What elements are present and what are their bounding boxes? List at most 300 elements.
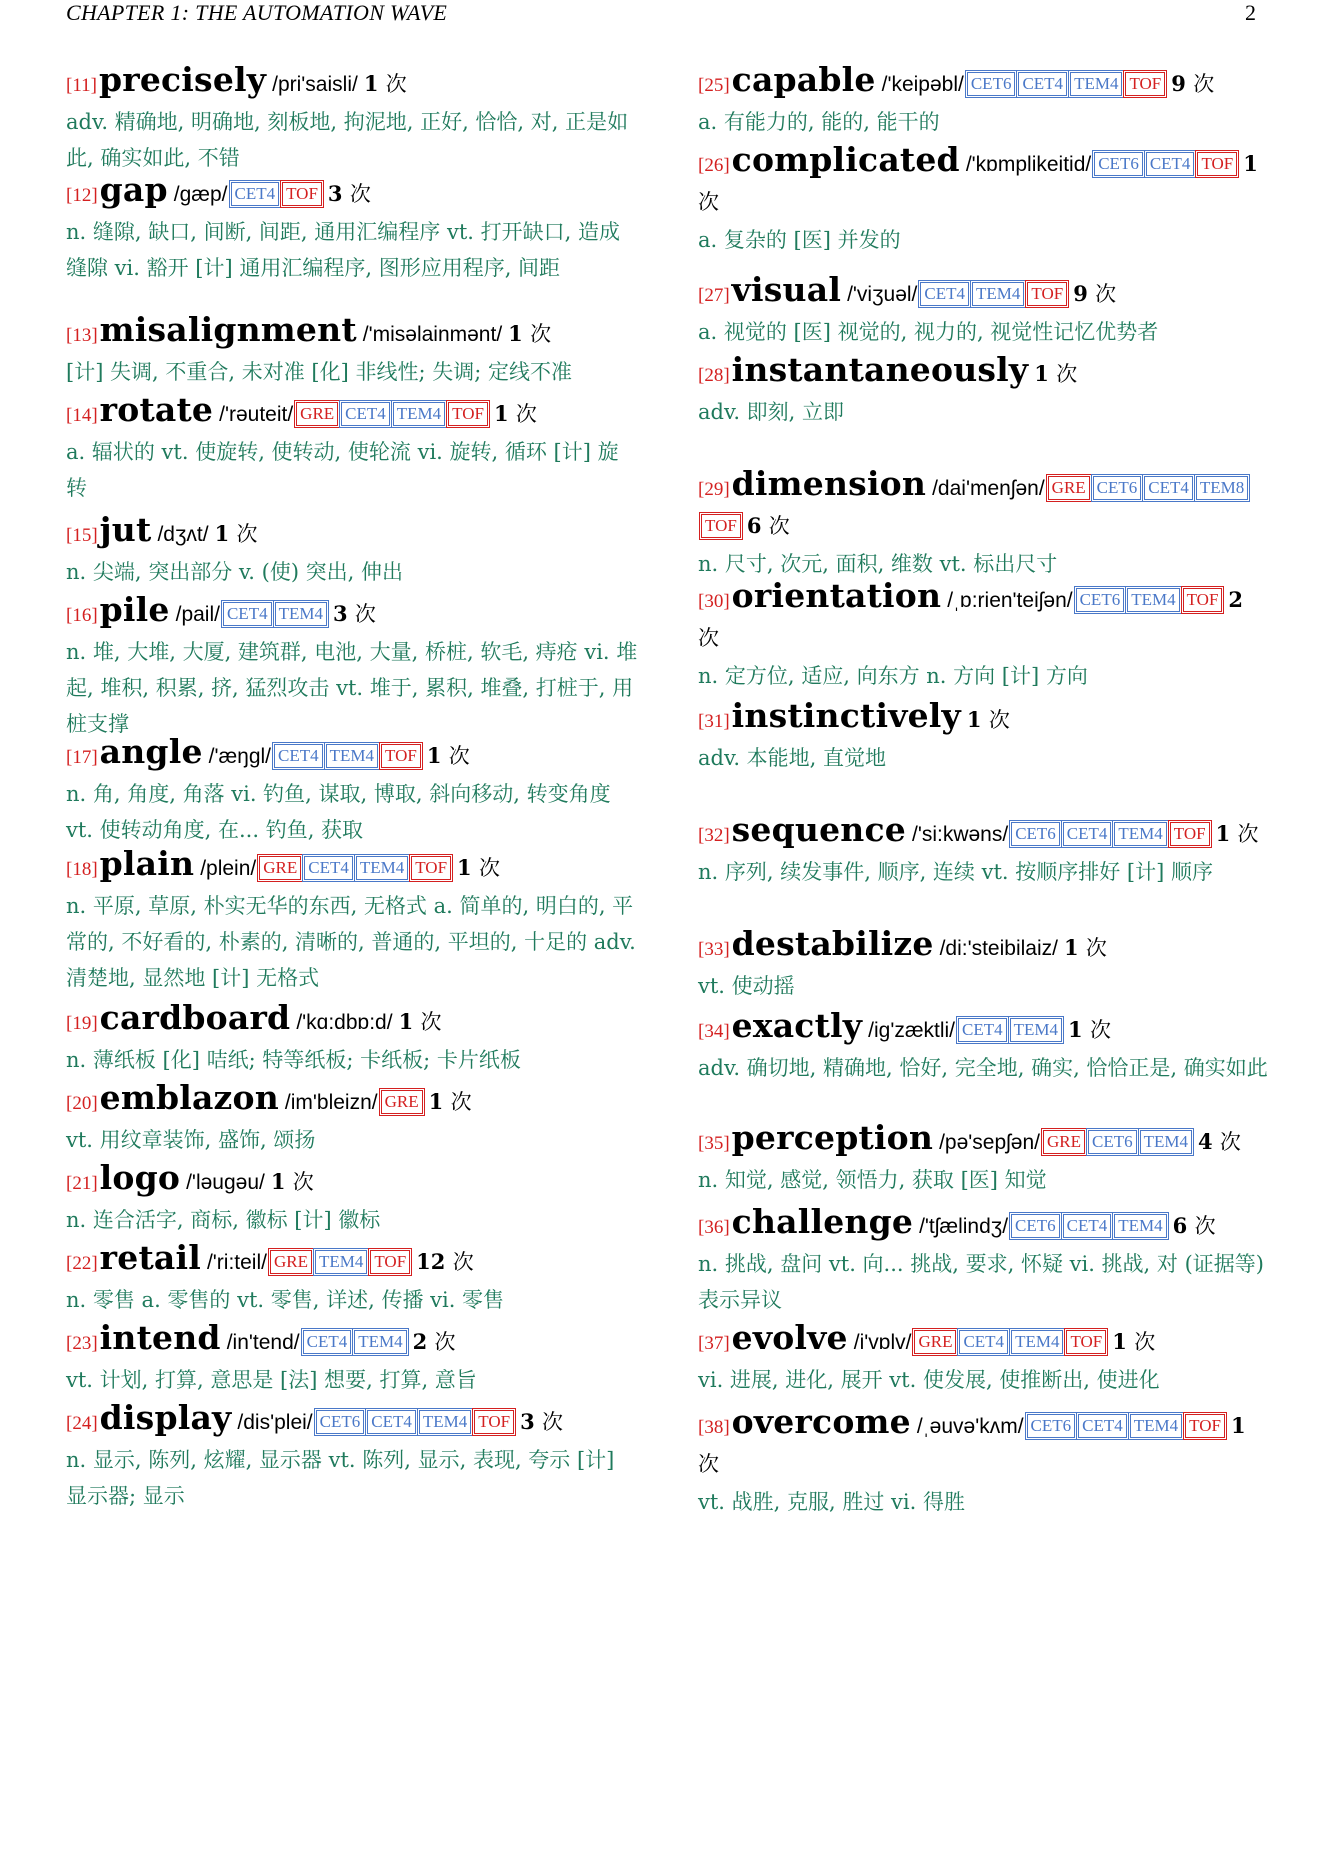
occurrence-count bbox=[271, 1169, 314, 1194]
definition: n. 缝隙, 缺口, 间断, 间距, 通用汇编程序 vt. 打开缺口, 造成缝隙 vi. 豁开 [计] 通用汇编程序, 图形应用程序, 间距 bbox=[66, 220, 620, 280]
definition: n. 序列, 续发事件, 顺序, 连续 vt. 按顺序排好 [计] 顺序 bbox=[698, 860, 1213, 884]
entry-index: [38] bbox=[698, 1417, 730, 1438]
exam-tag-tem8: TEM8 bbox=[1196, 476, 1248, 500]
count-number: 3 bbox=[332, 601, 348, 626]
count-suffix: 次 bbox=[349, 182, 371, 206]
exam-tag-gre: GRE bbox=[381, 1090, 423, 1114]
exam-tag-cet6: CET6 bbox=[967, 72, 1016, 96]
entry-headline bbox=[66, 1320, 638, 1362]
entry-headline bbox=[66, 172, 638, 214]
exam-tag-tof: TOF bbox=[1125, 72, 1165, 96]
vocab-entry bbox=[698, 1320, 1270, 1398]
count-suffix: 次 bbox=[698, 190, 719, 214]
vocab-entry bbox=[698, 812, 1270, 890]
count-suffix: 次 bbox=[515, 402, 537, 426]
phonetic: /'ləugəu/ bbox=[186, 1171, 265, 1194]
headword: display bbox=[99, 1398, 232, 1437]
phonetic: /'æŋgl/ bbox=[208, 745, 272, 768]
exam-tag-gre: GRE bbox=[914, 1330, 956, 1354]
phonetic: /ig'zæktli/ bbox=[868, 1019, 956, 1042]
vocab-entry bbox=[698, 466, 1270, 582]
exam-tag-tem4: TEM4 bbox=[1011, 1330, 1063, 1354]
vocab-entry bbox=[66, 734, 638, 848]
headword: intend bbox=[99, 1318, 221, 1357]
occurrence-count bbox=[494, 401, 537, 426]
page-header bbox=[66, 0, 1256, 28]
count-number: 1 bbox=[398, 1009, 414, 1034]
phonetic: /'rəuteit/ bbox=[219, 403, 294, 426]
definition: n. 知觉, 感觉, 领悟力, 获取 [医] 知觉 bbox=[698, 1168, 1047, 1192]
page-number: 2 bbox=[1245, 0, 1256, 25]
entry-index: [36] bbox=[698, 1217, 730, 1238]
headword: angle bbox=[99, 732, 203, 771]
count-suffix: 次 bbox=[1194, 1214, 1216, 1238]
exam-tag-cet4: CET4 bbox=[231, 182, 280, 206]
headword: instantaneously bbox=[731, 350, 1029, 389]
occurrence-count bbox=[520, 1409, 563, 1434]
exam-tag-tof: TOF bbox=[381, 744, 421, 768]
exam-tag-cet4: CET4 bbox=[958, 1018, 1007, 1042]
entry-headline bbox=[66, 512, 638, 554]
phonetic: /di:'steibilaiz/ bbox=[939, 937, 1058, 960]
count-number: 12 bbox=[416, 1249, 446, 1274]
entry-index: [22] bbox=[66, 1253, 98, 1274]
exam-tag-tof: TOF bbox=[1066, 1330, 1106, 1354]
vocab-entry bbox=[66, 592, 638, 742]
exam-tag-tof: TOF bbox=[448, 402, 488, 426]
count-number: 1 bbox=[270, 1169, 286, 1194]
vocab-entry bbox=[698, 1404, 1270, 1520]
count-suffix: 次 bbox=[1193, 72, 1215, 96]
definition: a. 视觉的 [医] 视觉的, 视力的, 视觉性记忆优势者 bbox=[698, 320, 1159, 344]
definition: vt. 用纹章装饰, 盛饰, 颂扬 bbox=[66, 1128, 316, 1152]
exam-tag-tof: TOF bbox=[1185, 1414, 1225, 1438]
phonetic: /'tʃælindʒ/ bbox=[919, 1215, 1009, 1238]
count-number: 1 bbox=[493, 401, 509, 426]
exam-tag-cet6: CET6 bbox=[316, 1410, 365, 1434]
entry-index: [21] bbox=[66, 1173, 98, 1194]
exam-tag-cet4: CET4 bbox=[959, 1330, 1008, 1354]
exam-tag-cet6: CET6 bbox=[1088, 1130, 1137, 1154]
entry-headline bbox=[66, 312, 638, 354]
vocab-entry bbox=[66, 512, 638, 590]
definition: n. 零售 a. 零售的 vt. 零售, 详述, 传播 vi. 零售 bbox=[66, 1288, 505, 1312]
headword: retail bbox=[99, 1238, 201, 1277]
entry-index: [20] bbox=[66, 1093, 98, 1114]
entry-headline bbox=[698, 142, 1270, 222]
occurrence-count bbox=[1073, 281, 1116, 306]
exam-tag-cet4: CET4 bbox=[1063, 1214, 1112, 1238]
headword: destabilize bbox=[731, 924, 934, 963]
exam-tag-cet4: CET4 bbox=[1063, 822, 1112, 846]
count-number: 3 bbox=[327, 181, 343, 206]
exam-tag-tem4: TEM4 bbox=[315, 1250, 367, 1274]
exam-tag-tof: TOF bbox=[1197, 152, 1237, 176]
count-suffix: 次 bbox=[1237, 822, 1259, 846]
exam-tag-tof: TOF bbox=[282, 182, 322, 206]
phonetic: /'misəlainmənt/ bbox=[362, 323, 503, 346]
definition: adv. 即刻, 立即 bbox=[698, 400, 845, 424]
occurrence-count bbox=[427, 743, 470, 768]
count-number: 1 bbox=[508, 321, 523, 346]
exam-tag-gre: GRE bbox=[1043, 1130, 1085, 1154]
count-suffix: 次 bbox=[236, 522, 258, 546]
entry-index: [25] bbox=[698, 75, 730, 96]
exam-tag-tof: TOF bbox=[1183, 588, 1223, 612]
entry-headline bbox=[66, 846, 638, 888]
phonetic: /pə'sepʃən/ bbox=[939, 1131, 1040, 1154]
count-suffix: 次 bbox=[450, 1090, 472, 1114]
definition: a. 辐状的 vt. 使旋转, 使转动, 使轮流 vi. 旋转, 循环 [计] 旋转 bbox=[66, 440, 619, 500]
exam-tag-tof: TOF bbox=[411, 856, 451, 880]
count-number: 1 bbox=[1112, 1329, 1127, 1354]
headword: logo bbox=[99, 1158, 181, 1197]
headword: exactly bbox=[731, 1006, 863, 1045]
headword: misalignment bbox=[99, 310, 357, 349]
occurrence-count bbox=[333, 601, 376, 626]
count-number: 2 bbox=[412, 1329, 428, 1354]
definition: adv. 精确地, 明确地, 刻板地, 拘泥地, 正好, 恰恰, 对, 正是如此, 确实如此, 不错 bbox=[66, 110, 629, 170]
headword: dimension bbox=[731, 464, 927, 503]
exam-tag-tem4: TEM4 bbox=[1140, 1130, 1192, 1154]
entry-index: [13] bbox=[66, 325, 98, 346]
definition: n. 挑战, 盘问 vt. 向... 挑战, 要求, 怀疑 vi. 挑战, 对 (证据等) 表示异议 bbox=[698, 1252, 1264, 1312]
entry-headline bbox=[698, 1120, 1270, 1162]
phonetic: /dis'plei/ bbox=[237, 1411, 313, 1434]
entry-headline bbox=[698, 352, 1270, 394]
entry-index: [37] bbox=[698, 1333, 730, 1354]
count-number: 1 bbox=[966, 707, 982, 732]
exam-tag-tof: TOF bbox=[1027, 282, 1067, 306]
exam-tag-cet6: CET6 bbox=[1076, 588, 1125, 612]
phonetic: /'kɒmplikeitid/ bbox=[965, 153, 1092, 176]
definition: vt. 使动摇 bbox=[698, 974, 795, 998]
count-number: 6 bbox=[1172, 1213, 1188, 1238]
exam-tag-cet6: CET6 bbox=[1094, 152, 1143, 176]
count-number: 3 bbox=[520, 1409, 535, 1434]
count-suffix: 次 bbox=[698, 1452, 719, 1476]
exam-tag-tem4: TEM4 bbox=[354, 1330, 406, 1354]
definition: n. 平原, 草原, 朴实无华的东西, 无格式 a. 简单的, 明白的, 平常的, 不好看的, 朴素的, 清晰的, 普通的, 平坦的, 十足的 adv. 清楚地, 显然地 [计] 无格式 bbox=[66, 894, 636, 990]
exam-tag-cet4: CET4 bbox=[1018, 72, 1067, 96]
headword: visual bbox=[731, 270, 842, 309]
count-number: 1 bbox=[428, 1089, 444, 1114]
count-suffix: 次 bbox=[448, 744, 470, 768]
exam-tag-tem4: TEM4 bbox=[972, 282, 1024, 306]
phonetic: /'kɑ:dbɒ:d/ bbox=[296, 1011, 393, 1034]
entry-index: [32] bbox=[698, 825, 730, 846]
exam-tag-tof: TOF bbox=[370, 1250, 410, 1274]
entry-index: [30] bbox=[698, 591, 730, 612]
exam-tag-cet4: CET4 bbox=[274, 744, 323, 768]
chapter-title: CHAPTER 1: THE AUTOMATION WAVE bbox=[66, 0, 448, 25]
exam-tag-tem4: TEM4 bbox=[1070, 72, 1122, 96]
entry-headline bbox=[66, 392, 638, 434]
occurrence-count bbox=[457, 855, 500, 880]
exam-tag-tof: TOF bbox=[474, 1410, 514, 1434]
count-number: 1 bbox=[1230, 1413, 1246, 1438]
entry-index: [23] bbox=[66, 1333, 98, 1354]
headword: evolve bbox=[731, 1318, 848, 1357]
definition: vi. 进展, 进化, 展开 vt. 使发展, 使推断出, 使进化 bbox=[698, 1368, 1160, 1392]
definition: n. 显示, 陈列, 炫耀, 显示器 vt. 陈列, 显示, 表现, 夸示 [计] 显示器; 显示 bbox=[66, 1448, 615, 1508]
entry-index: [27] bbox=[698, 285, 730, 306]
occurrence-count bbox=[429, 1089, 472, 1114]
definition: n. 尺寸, 次元, 面积, 维数 vt. 标出尺寸 bbox=[698, 552, 1058, 576]
headword: pile bbox=[99, 590, 170, 629]
entry-index: [26] bbox=[698, 155, 730, 176]
count-number: 4 bbox=[1197, 1129, 1213, 1154]
phonetic: /'ri:teil/ bbox=[206, 1251, 267, 1274]
exam-tag-tof: TOF bbox=[701, 514, 741, 538]
count-suffix: 次 bbox=[530, 322, 552, 346]
entry-index: [15] bbox=[66, 525, 98, 546]
vocab-entry bbox=[698, 1204, 1270, 1318]
entry-headline bbox=[698, 1320, 1270, 1362]
exam-tag-gre: GRE bbox=[296, 402, 338, 426]
headword: perception bbox=[731, 1118, 934, 1157]
entry-index: [33] bbox=[698, 939, 730, 960]
count-suffix: 次 bbox=[1089, 1018, 1111, 1042]
definition: n. 定方位, 适应, 向东方 n. 方向 [计] 方向 bbox=[698, 664, 1088, 688]
count-suffix: 次 bbox=[768, 514, 790, 538]
entry-index: [29] bbox=[698, 479, 730, 500]
exam-tag-cet4: CET4 bbox=[1078, 1414, 1127, 1438]
count-suffix: 次 bbox=[1134, 1330, 1156, 1354]
headword: jut bbox=[99, 510, 152, 549]
phonetic: /'si:kwəns/ bbox=[911, 823, 1009, 846]
count-suffix: 次 bbox=[434, 1330, 456, 1354]
count-suffix: 次 bbox=[452, 1250, 474, 1274]
exam-tag-tem4: TEM4 bbox=[1010, 1018, 1062, 1042]
count-number: 1 bbox=[426, 743, 442, 768]
entry-headline bbox=[66, 1160, 638, 1202]
vocab-entry bbox=[698, 926, 1270, 1004]
count-number: 1 bbox=[363, 71, 379, 96]
vocab-entry bbox=[698, 272, 1270, 350]
phonetic: /i'vɒlv/ bbox=[853, 1331, 912, 1354]
definition: adv. 确切地, 精确地, 恰好, 完全地, 确实, 恰恰正是, 确实如此 bbox=[698, 1056, 1268, 1080]
headword: precisely bbox=[98, 60, 267, 99]
entry-headline bbox=[698, 1404, 1270, 1484]
count-suffix: 次 bbox=[1219, 1130, 1241, 1154]
exam-tag-tem4: TEM4 bbox=[356, 856, 408, 880]
count-number: 6 bbox=[746, 513, 762, 538]
exam-tag-tem4: TEM4 bbox=[1127, 588, 1179, 612]
occurrence-count bbox=[364, 71, 407, 96]
count-number: 1 bbox=[1034, 361, 1049, 386]
count-suffix: 次 bbox=[542, 1410, 563, 1434]
vocab-entry bbox=[66, 392, 638, 506]
count-number: 1 bbox=[1215, 821, 1231, 846]
count-number: 2 bbox=[1228, 587, 1244, 612]
vocab-entry bbox=[66, 1080, 638, 1158]
occurrence-count bbox=[967, 707, 1010, 732]
exam-tag-cet4: CET4 bbox=[304, 856, 353, 880]
occurrence-count bbox=[413, 1329, 456, 1354]
exam-tag-cet4: CET4 bbox=[1146, 152, 1195, 176]
entry-headline bbox=[698, 1204, 1270, 1246]
vocab-entry bbox=[66, 62, 638, 176]
exam-tag-cet4: CET4 bbox=[223, 602, 272, 626]
exam-tag-cet6: CET6 bbox=[1011, 822, 1060, 846]
occurrence-count bbox=[508, 321, 551, 346]
exam-tag-gre: GRE bbox=[270, 1250, 312, 1274]
count-suffix: 次 bbox=[1095, 282, 1117, 306]
count-suffix: 次 bbox=[385, 72, 407, 96]
definition: [计] 失调, 不重合, 未对准 [化] 非线性; 失调; 定线不准 bbox=[66, 360, 572, 384]
occurrence-count bbox=[1068, 1017, 1111, 1042]
entry-index: [31] bbox=[698, 711, 730, 732]
occurrence-count bbox=[1034, 361, 1077, 386]
entry-headline bbox=[698, 466, 1270, 546]
headword: rotate bbox=[99, 390, 214, 429]
definition: n. 堆, 大堆, 大厦, 建筑群, 电池, 大量, 桥桩, 软毛, 痔疮 vi. 堆起, 堆积, 积累, 挤, 猛烈攻击 vt. 堆于, 累积, 堆叠, 打桩于, 用桩支撑 bbox=[66, 640, 638, 736]
headword: challenge bbox=[731, 1202, 914, 1241]
entry-headline bbox=[66, 1240, 638, 1282]
exam-tag-cet4: CET4 bbox=[341, 402, 390, 426]
occurrence-count bbox=[747, 513, 790, 538]
entry-headline bbox=[698, 926, 1270, 968]
count-suffix: 次 bbox=[1085, 936, 1107, 960]
entry-index: [11] bbox=[66, 75, 97, 96]
definition: n. 尖端, 突出部分 v. (使) 突出, 伸出 bbox=[66, 560, 404, 584]
entry-headline bbox=[66, 592, 638, 634]
headword: emblazon bbox=[99, 1078, 279, 1117]
phonetic: /dai'menʃən/ bbox=[932, 477, 1045, 500]
vocab-entry bbox=[698, 698, 1270, 776]
definition: n. 角, 角度, 角落 vi. 钓鱼, 谋取, 博取, 斜向移动, 转变角度 vt. 使转动角度, 在... 钓鱼, 获取 bbox=[66, 782, 611, 842]
phonetic: /dʒʌt/ bbox=[157, 523, 209, 546]
vocab-entry bbox=[698, 1008, 1270, 1086]
headword: gap bbox=[99, 170, 168, 209]
entry-index: [14] bbox=[66, 405, 98, 426]
entry-headline bbox=[698, 62, 1270, 104]
definition: a. 复杂的 [医] 并发的 bbox=[698, 228, 901, 252]
exam-tag-tem4: TEM4 bbox=[393, 402, 445, 426]
exam-tag-cet4: CET4 bbox=[303, 1330, 352, 1354]
exam-tag-tem4: TEM4 bbox=[419, 1410, 471, 1434]
entry-headline bbox=[698, 272, 1270, 314]
exam-tag-tem4: TEM4 bbox=[1114, 822, 1166, 846]
phonetic: /ˌɒ:rien'teiʃən/ bbox=[947, 589, 1073, 612]
occurrence-count bbox=[328, 181, 371, 206]
definition: n. 薄纸板 [化] 咭纸; 特等纸板; 卡纸板; 卡片纸板 bbox=[66, 1048, 521, 1072]
entry-index: [24] bbox=[66, 1413, 98, 1434]
count-number: 1 bbox=[1243, 151, 1258, 176]
entry-index: [18] bbox=[66, 859, 98, 880]
count-number: 1 bbox=[1068, 1017, 1083, 1042]
count-number: 9 bbox=[1073, 281, 1088, 306]
entry-headline bbox=[66, 62, 638, 104]
occurrence-count bbox=[1216, 821, 1259, 846]
occurrence-count bbox=[399, 1009, 442, 1034]
phonetic: /gæp/ bbox=[173, 183, 228, 206]
vocab-entry bbox=[66, 846, 638, 996]
headword: complicated bbox=[731, 140, 960, 179]
vocab-entry bbox=[698, 1120, 1270, 1198]
phonetic: /'viʒuəl/ bbox=[847, 283, 918, 306]
exam-tag-cet4: CET4 bbox=[1144, 476, 1193, 500]
entry-index: [17] bbox=[66, 747, 98, 768]
entry-index: [35] bbox=[698, 1133, 730, 1154]
occurrence-count bbox=[416, 1249, 474, 1274]
vocab-entry bbox=[66, 1160, 638, 1238]
headword: cardboard bbox=[99, 998, 291, 1037]
phonetic: /ˌəuvə'kʌm/ bbox=[916, 1415, 1024, 1438]
exam-tag-tem4: TEM4 bbox=[1130, 1414, 1182, 1438]
headword: plain bbox=[99, 844, 195, 883]
definition: adv. 本能地, 直觉地 bbox=[698, 746, 887, 770]
headword: orientation bbox=[731, 576, 942, 615]
headword: capable bbox=[731, 60, 876, 99]
count-suffix: 次 bbox=[354, 602, 376, 626]
definition: a. 有能力的, 能的, 能干的 bbox=[698, 110, 940, 134]
entry-headline bbox=[66, 1000, 638, 1042]
entry-headline bbox=[66, 1400, 638, 1442]
occurrence-count bbox=[1171, 71, 1214, 96]
entry-headline bbox=[66, 1080, 638, 1122]
vocab-entry bbox=[66, 172, 638, 286]
phonetic: /in'tend/ bbox=[226, 1331, 300, 1354]
entry-index: [16] bbox=[66, 605, 98, 626]
exam-tag-tof: TOF bbox=[1170, 822, 1210, 846]
phonetic: /pail/ bbox=[175, 603, 220, 626]
exam-tag-cet4: CET4 bbox=[920, 282, 969, 306]
count-suffix: 次 bbox=[988, 708, 1010, 732]
definition: vt. 计划, 打算, 意思是 [法] 想要, 打算, 意旨 bbox=[66, 1368, 477, 1392]
exam-tag-cet4: CET4 bbox=[367, 1410, 416, 1434]
headword: instinctively bbox=[731, 696, 961, 735]
vocab-entry bbox=[698, 352, 1270, 430]
entry-index: [28] bbox=[698, 365, 730, 386]
headword: sequence bbox=[731, 810, 906, 849]
headword: overcome bbox=[731, 1402, 911, 1441]
definition: n. 连合活字, 商标, 徽标 [计] 徽标 bbox=[66, 1208, 381, 1232]
exam-tag-cet6: CET6 bbox=[1027, 1414, 1076, 1438]
entry-headline bbox=[698, 578, 1270, 658]
count-suffix: 次 bbox=[292, 1170, 314, 1194]
vocab-entry bbox=[66, 1240, 638, 1318]
phonetic: /plein/ bbox=[200, 857, 257, 880]
entry-headline bbox=[66, 734, 638, 776]
vocab-entry bbox=[698, 62, 1270, 140]
exam-tag-gre: GRE bbox=[1048, 476, 1090, 500]
count-suffix: 次 bbox=[1056, 362, 1078, 386]
count-suffix: 次 bbox=[420, 1010, 442, 1034]
entry-index: [19] bbox=[66, 1013, 98, 1034]
vocab-entry bbox=[698, 578, 1270, 694]
phonetic: /'keipəbl/ bbox=[881, 73, 964, 96]
exam-tag-tem4: TEM4 bbox=[1114, 1214, 1166, 1238]
phonetic: /pri'saisli/ bbox=[272, 73, 358, 96]
definition: vt. 战胜, 克服, 胜过 vi. 得胜 bbox=[698, 1490, 965, 1514]
occurrence-count bbox=[215, 521, 258, 546]
entry-headline bbox=[698, 812, 1270, 854]
exam-tag-tem4: TEM4 bbox=[275, 602, 327, 626]
count-number: 9 bbox=[1171, 71, 1186, 96]
count-number: 1 bbox=[1063, 935, 1079, 960]
occurrence-count bbox=[1198, 1129, 1241, 1154]
entry-index: [34] bbox=[698, 1021, 730, 1042]
count-number: 1 bbox=[214, 521, 230, 546]
phonetic: /im'bleizn/ bbox=[284, 1091, 378, 1114]
exam-tag-cet6: CET6 bbox=[1011, 1214, 1060, 1238]
entry-headline bbox=[698, 1008, 1270, 1050]
exam-tag-tem4: TEM4 bbox=[326, 744, 378, 768]
vocab-entry bbox=[66, 1320, 638, 1398]
occurrence-count bbox=[1173, 1213, 1216, 1238]
